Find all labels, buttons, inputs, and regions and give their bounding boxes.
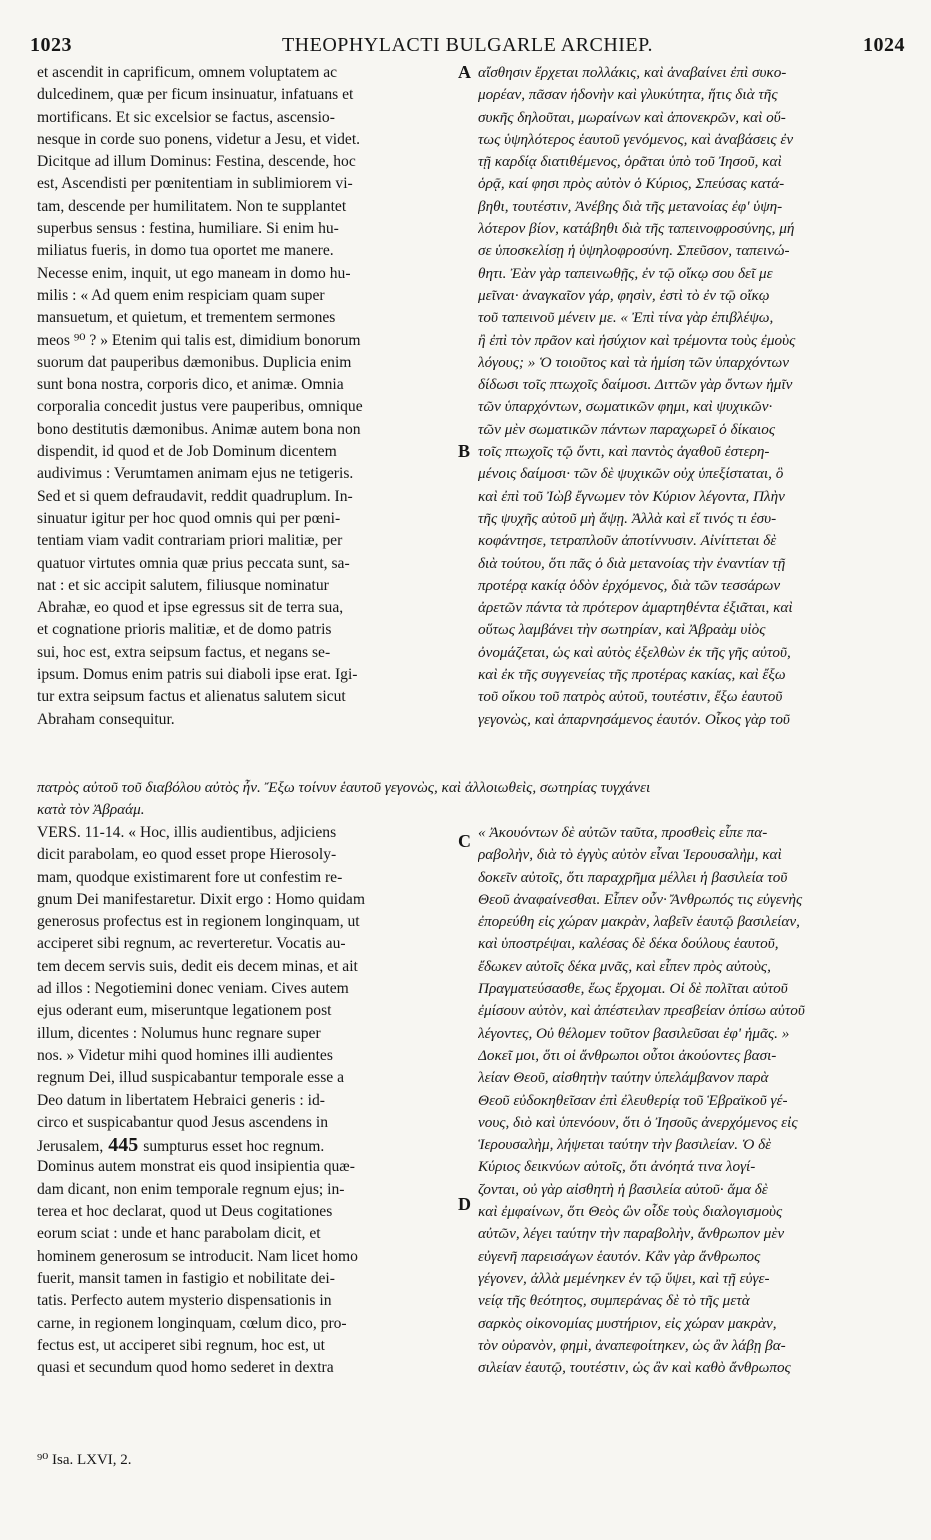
text-line bbox=[37, 1357, 452, 1379]
text-line-content: Deo datum in libertatem Hebraici generis : id- bbox=[37, 1091, 325, 1109]
text-line bbox=[37, 1134, 452, 1156]
text-line: sunt bona nostra, corporis dico, et animæ. Omnia bbox=[37, 376, 344, 394]
text-line-content: tatis. Perfecto autem mysterio dispensationis in bbox=[37, 1292, 332, 1310]
text-line-continuation: sumpturus esset hoc regnum. bbox=[143, 1138, 325, 1156]
text-line: mansuetum, et quietum, et trementem sermones bbox=[37, 309, 336, 327]
text-line bbox=[37, 1000, 452, 1022]
text-line-content: mam, quodque existimarent fore ut confestim re- bbox=[37, 868, 343, 886]
text-line: quatuor virtutes omnia quæ prius peccata sunt, sa- bbox=[37, 554, 350, 572]
text-line: γέγονεν, ἀλλὰ μεμένηκεν ἐν τῷ ὕψει, καὶ τῇ εὐγε- bbox=[478, 1269, 770, 1287]
text-line bbox=[37, 1290, 452, 1312]
text-line bbox=[37, 889, 452, 911]
text-line-content: ejus oderant eum, miseruntque legationem post bbox=[37, 1002, 332, 1020]
text-line: αἴσθησιν ἔρχεται πολλάκις, καὶ ἀναβαίνει ἐπὶ συκο- bbox=[478, 64, 787, 81]
text-line bbox=[37, 867, 452, 889]
text-line: ἐμίσουν αὐτὸν, καὶ ἀπέστειλαν πρεσβείαν ὀπίσω αὐτοῦ bbox=[478, 1002, 805, 1020]
text-line: nat : et sic accipit salutem, filiusque nominatur bbox=[37, 576, 329, 594]
margin-marker-b: B bbox=[458, 441, 471, 461]
text-line: ραβολὴν, διὰ τὸ ἐγγὺς αὐτὸν εἶναι Ἱερουσαλὴμ, καὶ bbox=[478, 846, 782, 864]
text-line: ἐπορεύθη εἰς χώραν μακρὰν, λαβεῖν ἑαυτῷ βασιλείαν, bbox=[478, 913, 800, 931]
text-line: σαρκὸς οἰκονομίας μυστήριον, εἰς χώραν μακρὰν, bbox=[478, 1314, 777, 1332]
text-line: bono destitutis dæmonibus. Animæ autem bona non bbox=[37, 420, 361, 438]
text-line: nesque in corde suo ponens, videtur a Jesu, et videt. bbox=[37, 130, 361, 148]
text-line-content: carne, in regionem longinquam, cœlum dico, pro- bbox=[37, 1314, 347, 1332]
text-line: corporalia concedit justus vere pauperibus, omnique bbox=[37, 398, 363, 416]
text-line: Necesse enim, inquit, ut ego maneam in domo hu- bbox=[37, 264, 351, 282]
text-line bbox=[37, 956, 452, 978]
text-line: ὀνομάζεται, ὡς καὶ αὐτὸς ἐξελθὼν ἐκ τῆς γῆς αὐτοῦ, bbox=[478, 643, 791, 661]
text-line: Abraham consequitur. bbox=[37, 710, 175, 728]
text-line: mortificans. Et sic excelsior se factus, ascensio- bbox=[37, 108, 335, 126]
text-line: τὸν οὐρανὸν, φημὶ, ἀναπεφοίτηκεν, ὡς ἂν λάβῃ βα- bbox=[478, 1336, 786, 1354]
text-line: et cognatione prioris malitiæ, et de domo patris bbox=[37, 621, 332, 639]
text-line bbox=[37, 1023, 452, 1045]
text-line-content: hominem generosum se introducit. Nam licet homo bbox=[37, 1247, 358, 1265]
text-line-content: Jerusalem, bbox=[37, 1138, 104, 1156]
text-line: δίδωσι τοῖς πτωχοῖς δαίμοσι. Διττῶν γὰρ ὄντων ἡμῖν bbox=[478, 376, 793, 394]
text-line: καὶ ἐμφαίνων, ὅτι Θεὸς ὢν οἶδε τοὺς διαλογισμοὺς bbox=[478, 1203, 783, 1221]
text-line bbox=[37, 978, 452, 1000]
latin-column-top bbox=[37, 62, 452, 731]
left-column-number: 1023 bbox=[30, 34, 72, 56]
text-line: δοκεῖν αὐτοῖς, ὅτι παραχρῆμα μέλλει ἡ βασιλεία τοῦ bbox=[478, 868, 788, 886]
text-line: ὁρᾷ, καί φησι πρὸς αὐτὸν ὁ Κύριος, Σπεύσας κατά- bbox=[478, 175, 785, 193]
text-line: ipsum. Domus enim patris sui diaboli ipse erat. Igi- bbox=[37, 666, 358, 684]
text-line: dispendit, id quod et de Job Dominum dicentem bbox=[37, 443, 337, 461]
text-line: λέγοντες, Οὐ θέλομεν τοῦτον βασιλεῦσαι ἐφ' ἡμᾶς. » bbox=[478, 1024, 790, 1042]
text-line: καὶ ἐκ τῆς συγγενείας τῆς προτέρας κακίας, καὶ ἔξω bbox=[478, 666, 786, 684]
text-line: εὐγενῆ παρεισάγων ἑαυτόν. Κἂν γὰρ ἄνθρωπος bbox=[478, 1247, 761, 1265]
text-line: λείαν Θεοῦ, αἰσθητὴν ταύτην ὑπελάμβανον παρὰ bbox=[478, 1069, 769, 1087]
text-line: « Ἀκουόντων δὲ αὐτῶν ταῦτα, προσθεὶς εἶπε πα- bbox=[478, 824, 768, 841]
text-line: κοφάντησε, τετραπλοῦν ἀποτίννυσιν. Αἰνίττεται δὲ bbox=[478, 532, 777, 550]
text-line-content: VERS. 11-14. « Hoc, illis audientibus, adjiciens bbox=[37, 824, 337, 841]
text-line: Sed et si quem defraudavit, reddit quadruplum. In- bbox=[37, 487, 353, 505]
greek-column-top bbox=[478, 62, 908, 731]
text-line: γεγονὼς, καὶ ἀπαρνησάμενος ἑαυτόν. Οἶκος γὰρ τοῦ bbox=[478, 710, 790, 728]
text-line-content: acciperet sibi regnum, ac reverteretur. Vocatis au- bbox=[37, 935, 346, 953]
text-line: αὐτῶν, λέγει ταύτην τὴν παραβολὴν, ἄνθρωπον μὲν bbox=[478, 1225, 785, 1243]
margin-marker-a: A bbox=[458, 62, 471, 82]
text-line: milis : « Ad quem enim respiciam quam super bbox=[37, 286, 325, 304]
text-line: διὰ τούτου, ὅτι πᾶς ὁ διὰ μετανοίας τὴν ἐναντίαν τῇ bbox=[478, 554, 786, 572]
text-line: Abrahæ, eo quod et ipse egressus sit de terra sua, bbox=[37, 599, 344, 617]
text-line bbox=[37, 1090, 452, 1112]
margin-marker-c: C bbox=[458, 831, 471, 851]
text-line: βηθι, τουτέστιν, Ἀνέβης διὰ τῆς μετανοίας ἐφ' ὑψη- bbox=[478, 197, 783, 215]
text-line: Κύριος δεικνύων αὐτοῖς, ὅτι ἀνόητά τινα λογί- bbox=[478, 1158, 756, 1176]
text-line: Θεοῦ ἀναφαίνεσθαι. Εἶπεν οὖν· Ἄνθρωπός τις εὐγενὴς bbox=[478, 890, 803, 908]
greek-column-bottom bbox=[478, 822, 908, 1379]
text-line: σε ὑποσκελίσῃ ἡ ὑψηλοφροσύνη. Σπεῦσον, ταπεινώ- bbox=[478, 242, 790, 260]
right-column-number: 1024 bbox=[863, 34, 905, 56]
text-line bbox=[37, 1246, 452, 1268]
text-line: κατὰ τὸν Ἀβραάμ. bbox=[37, 801, 145, 819]
text-line: tentiam viam vadit contrariam priori malitiæ, per bbox=[37, 532, 343, 550]
text-line: suorum dat pauperibus dæmonibus. Duplicia enim bbox=[37, 353, 352, 371]
text-line: καὶ ὑποστρέψαι, καλέσας δὲ δέκα δούλους ἑαυτοῦ, bbox=[478, 935, 779, 953]
text-line: ἀρετῶν πάντα τὰ πρότερον ἁμαρτηθέντα ἐξιᾶται, καὶ bbox=[478, 599, 793, 617]
text-line bbox=[37, 1268, 452, 1290]
text-line: θητι. Ἐὰν γὰρ ταπεινωθῇς, ἐν τῷ οἴκῳ σου δεῖ με bbox=[478, 264, 773, 282]
text-line: ζονται, οὐ γὰρ αἰσθητὴ ἡ βασιλεία αὐτοῦ· ἅμα δὲ bbox=[478, 1180, 768, 1198]
text-line-content: generosus profectus est in regionem longinquam, ut bbox=[37, 913, 360, 931]
text-line: τοῦ ταπεινοῦ μένειν με. « Ἐπὶ τίνα γὰρ ἐπιβλέψω, bbox=[478, 309, 774, 327]
running-header bbox=[30, 34, 905, 60]
text-line-content: illum, dicentes : Nolumus hunc regnare super bbox=[37, 1024, 321, 1042]
text-line: συκῆς δηλοῦται, μωραίνων καὶ ἀπονεκρῶν, καὶ οὕ- bbox=[478, 108, 786, 126]
text-line: Dicitque ad illum Dominus: Festina, descende, hoc bbox=[37, 153, 356, 171]
text-line bbox=[37, 1179, 452, 1201]
text-line bbox=[37, 1045, 452, 1067]
running-title: THEOPHYLACTI BULGARLE ARCHIEP. bbox=[281, 34, 654, 56]
text-line bbox=[37, 822, 452, 844]
text-line-content: nos. » Videtur mihi quod homines illi audientes bbox=[37, 1046, 333, 1064]
text-line: Πραγματεύσασθε, ἕως ἔρχομαι. Οἱ δὲ πολῖται αὐτοῦ bbox=[478, 980, 788, 998]
text-line: Θεοῦ εὐδοκηθεῖσαν ἐπὶ ἐλευθερίᾳ τοῦ Ἑβραϊκοῦ γέ- bbox=[478, 1091, 788, 1109]
text-line: καὶ ἐπὶ τοῦ Ἰὼβ ἔγνωμεν τὸν Κύριον λέγοντα, Πλὴν bbox=[478, 487, 785, 505]
greek-full-width-continuation bbox=[37, 777, 917, 822]
margin-marker-d: D bbox=[458, 1194, 471, 1214]
text-line: audivimus : Verumtamen animam ejus ne tetigeris. bbox=[37, 465, 354, 483]
text-line: τοῖς πτωχοῖς τῷ ὄντι, καὶ παντὸς ἀγαθοῦ ἐστερη- bbox=[478, 443, 770, 461]
text-line: τῆς ψυχῆς αὐτοῦ μὴ ἅψῃ. Ἀλλὰ καὶ εἴ τινός τι ἐσυ- bbox=[478, 509, 777, 527]
text-line: τως ὑψηλότερος ἑαυτοῦ γενόμενος, καὶ ἀναβάσεις ἐν bbox=[478, 130, 794, 148]
text-line: λόγους; » Ὁ τοιοῦτος καὶ τὰ ἡμίση τῶν ὑπαρχόντων bbox=[478, 353, 789, 371]
text-line-content: gnum Dei manifestaretur. Dixit ergo : Homo quidam bbox=[37, 890, 365, 908]
text-line bbox=[37, 1201, 452, 1223]
text-line bbox=[37, 911, 452, 933]
text-line: μεῖναι· ἀναγκαῖον γάρ, φησὶν, ἐστὶ τὸ ἐν τῷ οἴκῳ bbox=[478, 286, 770, 304]
text-line: προτέρᾳ κακίᾳ ὁδὸν ἐρχόμενος, διὰ τῶν τεσσάρων bbox=[478, 576, 781, 594]
text-line-content: tem decem servis suis, dedit eis decem minas, et ait bbox=[37, 957, 358, 975]
text-line: Δοκεῖ μοι, ὅτι οἱ ἄνθρωποι οὗτοι ἀκούοντες βασι- bbox=[478, 1046, 777, 1064]
text-line bbox=[37, 933, 452, 955]
text-line: τοῦ οἴκου τοῦ πατρὸς αὐτοῦ, τουτέστιν, ἔξω ἑαυτοῦ bbox=[478, 688, 783, 706]
text-line: νείᾳ τῆς θεότητος, συμπεράνας δὲ τὸ τῆς μετὰ bbox=[478, 1292, 750, 1310]
text-line-content: fectus est, ut acciperet sibi regnum, hoc est, ut bbox=[37, 1336, 325, 1354]
text-line: Ἱερουσαλὴμ, λήψεται ταύτην τὴν βασιλείαν. Ὁ δὲ bbox=[478, 1136, 772, 1154]
text-line: τῇ καρδίᾳ διατιθέμενος, ὁρᾶται ὑπὸ τοῦ Ἰησοῦ, καὶ bbox=[478, 153, 782, 171]
text-line: miliatus fueris, in domo tua oportet me manere. bbox=[37, 242, 334, 260]
text-line: tur extra seipsum factus et alienatus salutem sicut bbox=[37, 688, 346, 706]
text-line: ἢ ἐπὶ τὸν πρᾶον καὶ ἡσύχιον καὶ τρέμοντα τοὺς ἐμοὺς bbox=[478, 331, 796, 349]
text-line: τῶν μὲν σωματικῶν πάντων παραχωρεῖ ὁ δίκαιος bbox=[478, 420, 776, 438]
text-line: est, Ascendisti per pœnitentiam in sublimiorem vi- bbox=[37, 175, 353, 193]
text-line-content: terea et hoc declarat, quod ut Deus cogitationes bbox=[37, 1203, 333, 1221]
text-line: νους, διὸ καὶ ὑπενόουν, ὅτι ὁ Ἰησοῦς ἀνερχόμενος εἰς bbox=[478, 1113, 798, 1131]
text-line bbox=[37, 1067, 452, 1089]
text-line-content: regnum Dei, illud suspicabantur temporale esse a bbox=[37, 1069, 345, 1087]
text-line bbox=[37, 1223, 452, 1245]
text-line-content: eorum sciat : unde et hanc parabolam dicit, et bbox=[37, 1225, 321, 1243]
text-line: sinuatur igitur per hoc quod omnis qui per pœni- bbox=[37, 509, 341, 527]
text-line: λότερον βίον, κατάβηθι διὰ τῆς ταπεινοφροσύνης, μή bbox=[478, 220, 795, 238]
text-line-content: quasi et secundum quod homo sederet in dextra bbox=[37, 1359, 334, 1377]
text-line: et ascendit in caprificum, omnem voluptatem ac bbox=[37, 64, 338, 81]
text-line bbox=[37, 1112, 452, 1134]
text-line-content: circo et suspicabantur quod Jesus ascendens in bbox=[37, 1113, 329, 1131]
inline-page-number: 445 bbox=[103, 1134, 144, 1157]
text-line: οὕτως λαμβάνει τὴν σωτηρίαν, καὶ Ἀβραὰμ υἱὸς bbox=[478, 621, 766, 639]
text-line: πατρὸς αὐτοῦ τοῦ διαβόλου αὐτὸς ἦν. Ἔξω τοίνυν ἑαυτοῦ γεγονὼς, καὶ ἀλλοιωθεὶς, σωτηρίας τυγχάνει bbox=[37, 779, 651, 796]
text-line-content: fuerit, mansit tamen in fastigio et nobilitate dei- bbox=[37, 1269, 335, 1287]
text-line bbox=[37, 1156, 452, 1178]
text-line bbox=[37, 1313, 452, 1335]
text-line: ἔδωκεν αὐτοῖς δέκα μνᾶς, καὶ εἶπεν πρὸς αὐτοὺς, bbox=[478, 957, 771, 975]
latin-column-bottom bbox=[37, 822, 452, 1379]
text-line-content: dam dicant, non enim temporale regnum ejus; in- bbox=[37, 1180, 345, 1198]
text-line bbox=[37, 844, 452, 866]
text-line: tam, descende per humilitatem. Non te supplantet bbox=[37, 197, 347, 215]
text-line: sui, hoc est, extra seipsum factus, et negans se- bbox=[37, 643, 331, 661]
text-line: μένοις δαίμοσι· τῶν δὲ ψυχικῶν οὐχ ὑπεξίσταται, ὃ bbox=[478, 465, 784, 483]
text-line: μορέαν, πᾶσαν ἡδονὴν καὶ γλυκύτητα, ἥτις διὰ τῆς bbox=[478, 86, 778, 104]
text-line: dulcedinem, quæ per ficum insinuatur, infatuans et bbox=[37, 86, 354, 104]
text-line: meos ⁹⁰ ? » Etenim qui talis est, dimidium bonorum bbox=[37, 331, 361, 349]
text-line: σιλείαν ἑαυτῷ, τουτέστιν, ὡς ἂν καὶ καθὸ ἄνθρωπος bbox=[478, 1359, 791, 1377]
text-line-content: Dominus autem monstrat eis quod insipientia quæ- bbox=[37, 1158, 355, 1176]
text-line bbox=[37, 1335, 452, 1357]
text-line-content: dicit parabolam, eo quod esset prope Hierosoly- bbox=[37, 846, 337, 864]
text-line: superbus sensus : festina, humiliare. Si enim hu- bbox=[37, 220, 339, 238]
text-line: τῶν ὑπαρχόντων, σωματικῶν φημι, καὶ ψυχικῶν· bbox=[478, 398, 773, 416]
footnote: ⁹⁰ Isa. LXVI, 2. bbox=[37, 1452, 132, 1468]
text-line-content: ad illos : Negotiemini donec veniam. Cives autem bbox=[37, 980, 349, 998]
